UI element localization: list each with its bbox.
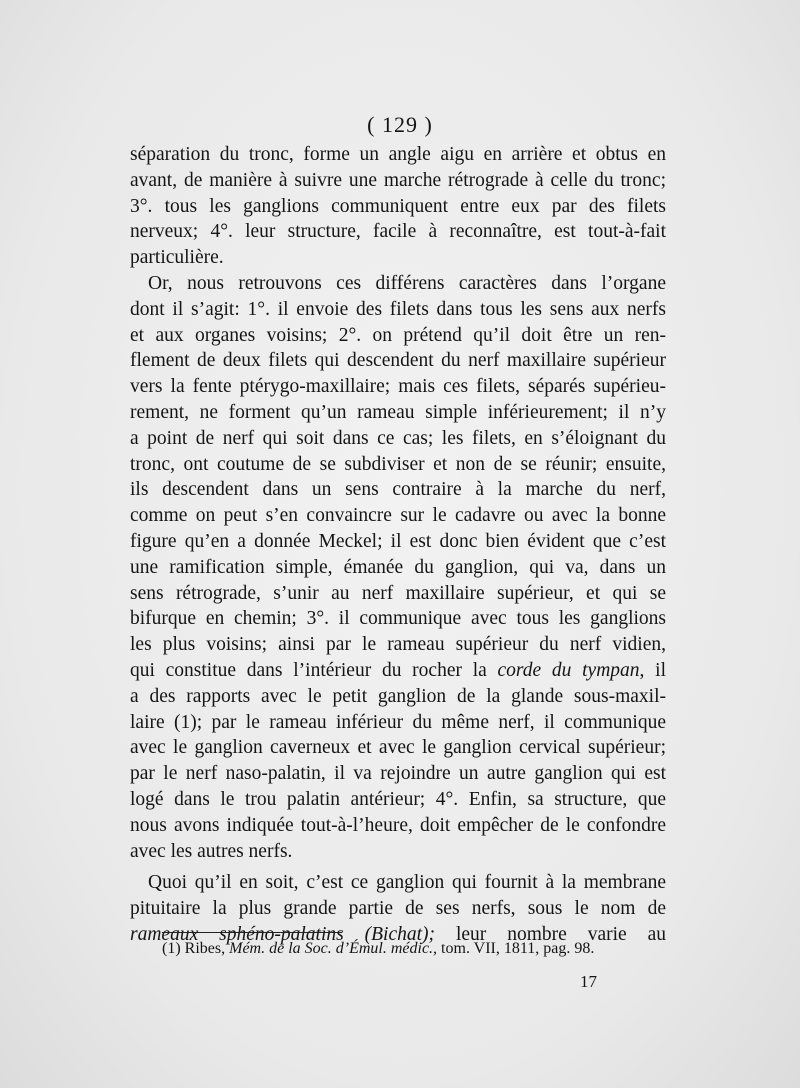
text-line xyxy=(130,219,666,245)
text-line xyxy=(130,271,666,297)
text-line-content: dont il s’agit: 1°. il envoie des filets dans tous les sens aux nerfs xyxy=(130,298,666,320)
footnote-author: Ribes, xyxy=(184,940,226,957)
text-line xyxy=(130,503,666,529)
text-line xyxy=(130,477,666,503)
text-line-content: pituitaire la plus grande partie de ses nerfs, sous le nom de xyxy=(130,898,666,920)
text-line-content: avant, de manière à suivre une marche rétrograde à celle du tronc; xyxy=(130,169,666,191)
text-line xyxy=(130,761,666,787)
text-line xyxy=(130,555,666,581)
text-line xyxy=(130,870,666,896)
text-line-content: rement, ne forment qu’un rameau simple inférieurement; il n’y xyxy=(130,401,666,423)
text-line xyxy=(130,297,666,323)
text-line xyxy=(130,735,666,761)
text-line xyxy=(130,452,666,478)
italic-term: corde du tympan xyxy=(497,659,640,681)
text-line-content: 3°. tous les ganglions communiquent entre eux par des filets xyxy=(130,195,666,217)
text-line-content: par le nerf naso-palatin, il va rejoindre un autre ganglion qui est xyxy=(130,763,666,785)
signature-mark: 17 xyxy=(580,972,597,991)
italic-term: rameaux sphéno-palatins (Bichat); xyxy=(130,923,436,945)
text-line xyxy=(130,632,666,658)
text-line xyxy=(130,606,666,632)
text-line-content: nerveux; 4°. leur structure, facile à reconnaître, est tout-à-fait xyxy=(130,221,666,243)
text-line xyxy=(130,168,666,194)
text-line xyxy=(130,658,666,684)
text-line-content: séparation du tronc, forme un angle aigu en arrière et obtus en xyxy=(130,144,666,165)
text-line xyxy=(130,787,666,813)
text-line xyxy=(130,896,666,922)
text-line-content: comme on peut s’en convaincre sur le cadavre ou avec la bonne xyxy=(130,505,666,527)
text-line-tail: leur nombre varie au xyxy=(435,923,666,945)
text-line-content: laire (1); par le rameau inférieur du même nerf, il communique xyxy=(130,711,666,733)
text-line-content: les plus voisins; ainsi par le rameau supérieur du nerf vidien, xyxy=(130,634,666,656)
text-line-content: et aux organes voisins; 2°. on prétend qu’il doit être un ren- xyxy=(130,324,666,346)
footnote-rest: tom. VII, 1811, pag. 98. xyxy=(441,940,595,957)
text-line xyxy=(130,813,666,839)
page-number: ( 129 ) xyxy=(367,112,433,137)
text-line-content: une ramification simple, émanée du ganglion, qui va, dans un xyxy=(130,556,666,578)
text-line-content: Or, nous retrouvons ces différens caractères dans l’organe xyxy=(148,272,666,294)
text-line-content: bifurque en chemin; 3°. il communique avec tous les ganglions xyxy=(130,608,666,630)
footnote-marker: (1) xyxy=(162,940,181,957)
text-line-content: logé dans le trou palatin antérieur; 4°. Enfin, sa structure, que xyxy=(130,788,666,810)
text-line-content: ils descendent dans un sens contraire à la marche du nerf, xyxy=(130,479,666,501)
text-line-content: Quoi qu’il en soit, c’est ce ganglion qui fournit à la membrane xyxy=(148,872,666,894)
footnote-source: Mém. de la Soc. d’Émul. médic., xyxy=(229,940,438,957)
text-line xyxy=(130,684,666,710)
text-line xyxy=(130,348,666,374)
text-line xyxy=(130,839,666,865)
text-line-content: vers la fente ptérygo-maxillaire; mais ces filets, séparés supérieu- xyxy=(130,376,666,398)
text-line-content: tronc, ont coutume de se subdiviser et non de se réunir; ensuite, xyxy=(130,453,666,475)
text-line-content: qui constitue dans l’intérieur du rocher la xyxy=(130,659,498,681)
text-line xyxy=(130,142,666,168)
text-line-content: sens rétrograde, s’unir au nerf maxillaire supérieur, et qui se xyxy=(130,582,666,604)
text-line-content: a point de nerf qui soit dans ce cas; les filets, en s’éloignant du xyxy=(130,427,666,449)
text-line xyxy=(130,374,666,400)
text-line-content: flement de deux filets qui descendent du nerf maxillaire supérieur xyxy=(130,350,666,372)
text-line xyxy=(130,400,666,426)
text-line xyxy=(130,194,666,220)
text-line-content: avec le ganglion caverneux et avec le ganglion cervical supérieur; xyxy=(130,737,666,759)
text-line-content: particulière. xyxy=(130,247,224,269)
footnote-rule xyxy=(162,932,342,933)
footnote xyxy=(162,940,662,958)
text-line xyxy=(130,529,666,555)
text-line-content: avec les autres nerfs. xyxy=(130,840,293,862)
text-line-content: nous avons indiquée tout-à-l’heure, doit empêcher de le confondre xyxy=(130,814,666,836)
text-line-content: a des rapports avec le petit ganglion de la glande sous-maxil- xyxy=(130,685,666,707)
text-line-tail: , il xyxy=(639,659,666,681)
body-text xyxy=(130,142,666,948)
text-line-content: figure qu’en a donnée Meckel; il est donc bien évident que c’est xyxy=(130,530,666,552)
text-line xyxy=(130,426,666,452)
text-line xyxy=(130,710,666,736)
text-line xyxy=(130,323,666,349)
text-line xyxy=(130,245,666,271)
text-line xyxy=(130,581,666,607)
